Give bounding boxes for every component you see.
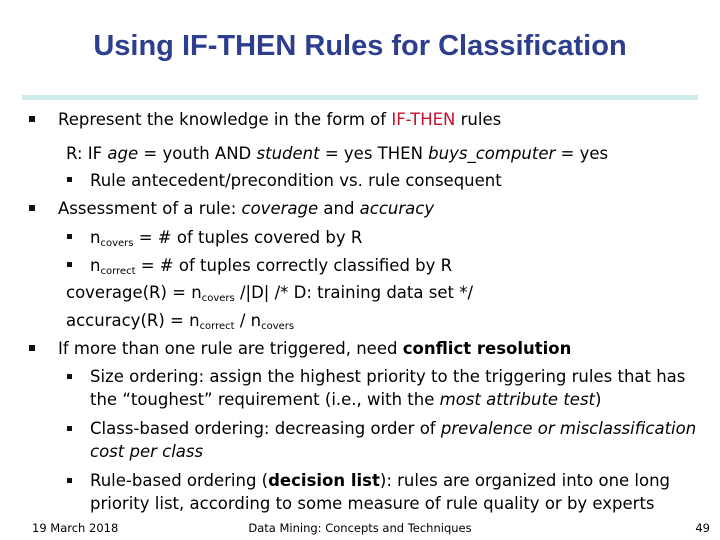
ncovers-definition: $n_{covers}$ = # of tuples covered by R bbox=[90, 228, 363, 249]
coverage-formula: coverage(R) = $n_{covers}$ /|D| /* D: training data set */ bbox=[66, 283, 474, 304]
bullet-conflict: If more than one rule are triggered, need conflict resolution bbox=[58, 339, 572, 358]
slide-title: Using IF-THEN Rules for Classification bbox=[93, 30, 627, 62]
page-number: 49 bbox=[695, 521, 710, 535]
size-ordering-line2: the “toughest” requirement (i.e., with the most attribute test) bbox=[90, 390, 602, 409]
sub-bullet-icon bbox=[67, 234, 72, 239]
bullet-assessment: Assessment of a rule: coverage and accuracy bbox=[58, 199, 435, 218]
sub-bullet-icon bbox=[67, 478, 72, 483]
bullet-icon bbox=[29, 116, 35, 122]
size-ordering-line1: Size ordering: assign the highest priority to the triggering rules that has bbox=[90, 367, 686, 386]
bullet-icon bbox=[29, 205, 35, 211]
decision-list-term: decision list bbox=[268, 471, 380, 490]
sub-bullet-icon bbox=[67, 426, 72, 431]
sub-bullet-icon bbox=[67, 374, 72, 379]
bullet-icon bbox=[29, 345, 35, 351]
bullet-represent: Represent the knowledge in the form of IF-THEN rules bbox=[58, 110, 502, 129]
title-divider bbox=[22, 95, 698, 100]
if-then-highlight: IF-THEN bbox=[391, 110, 456, 129]
rule-example: R: IF age = youth AND student = yes THEN buys_computer = yes bbox=[66, 144, 609, 163]
class-ordering-line1: Class-based ordering: decreasing order of prevalence or misclassification bbox=[90, 419, 697, 438]
rule-ordering-line1: Rule-based ordering (decision list): rules are organized into one long bbox=[90, 471, 671, 490]
footer-date: 19 March 2018 bbox=[32, 521, 119, 535]
sub-bullet-icon bbox=[67, 262, 72, 267]
footer-title: Data Mining: Concepts and Techniques bbox=[248, 521, 472, 535]
antecedent-consequent-text: Rule antecedent/precondition vs. rule consequent bbox=[90, 171, 502, 190]
accuracy-formula: accuracy(R) = $n_{correct} / n_{covers}$ bbox=[66, 311, 295, 332]
conflict-resolution-term: conflict resolution bbox=[402, 339, 572, 358]
ncorrect-definition: $n_{correct}$ = # of tuples correctly classified by R bbox=[90, 256, 453, 277]
rule-ordering-line2: priority list, according to some measure of rule quality or by experts bbox=[90, 494, 655, 513]
sub-bullet-icon bbox=[67, 177, 72, 182]
class-ordering-line2: cost per class bbox=[90, 442, 204, 461]
